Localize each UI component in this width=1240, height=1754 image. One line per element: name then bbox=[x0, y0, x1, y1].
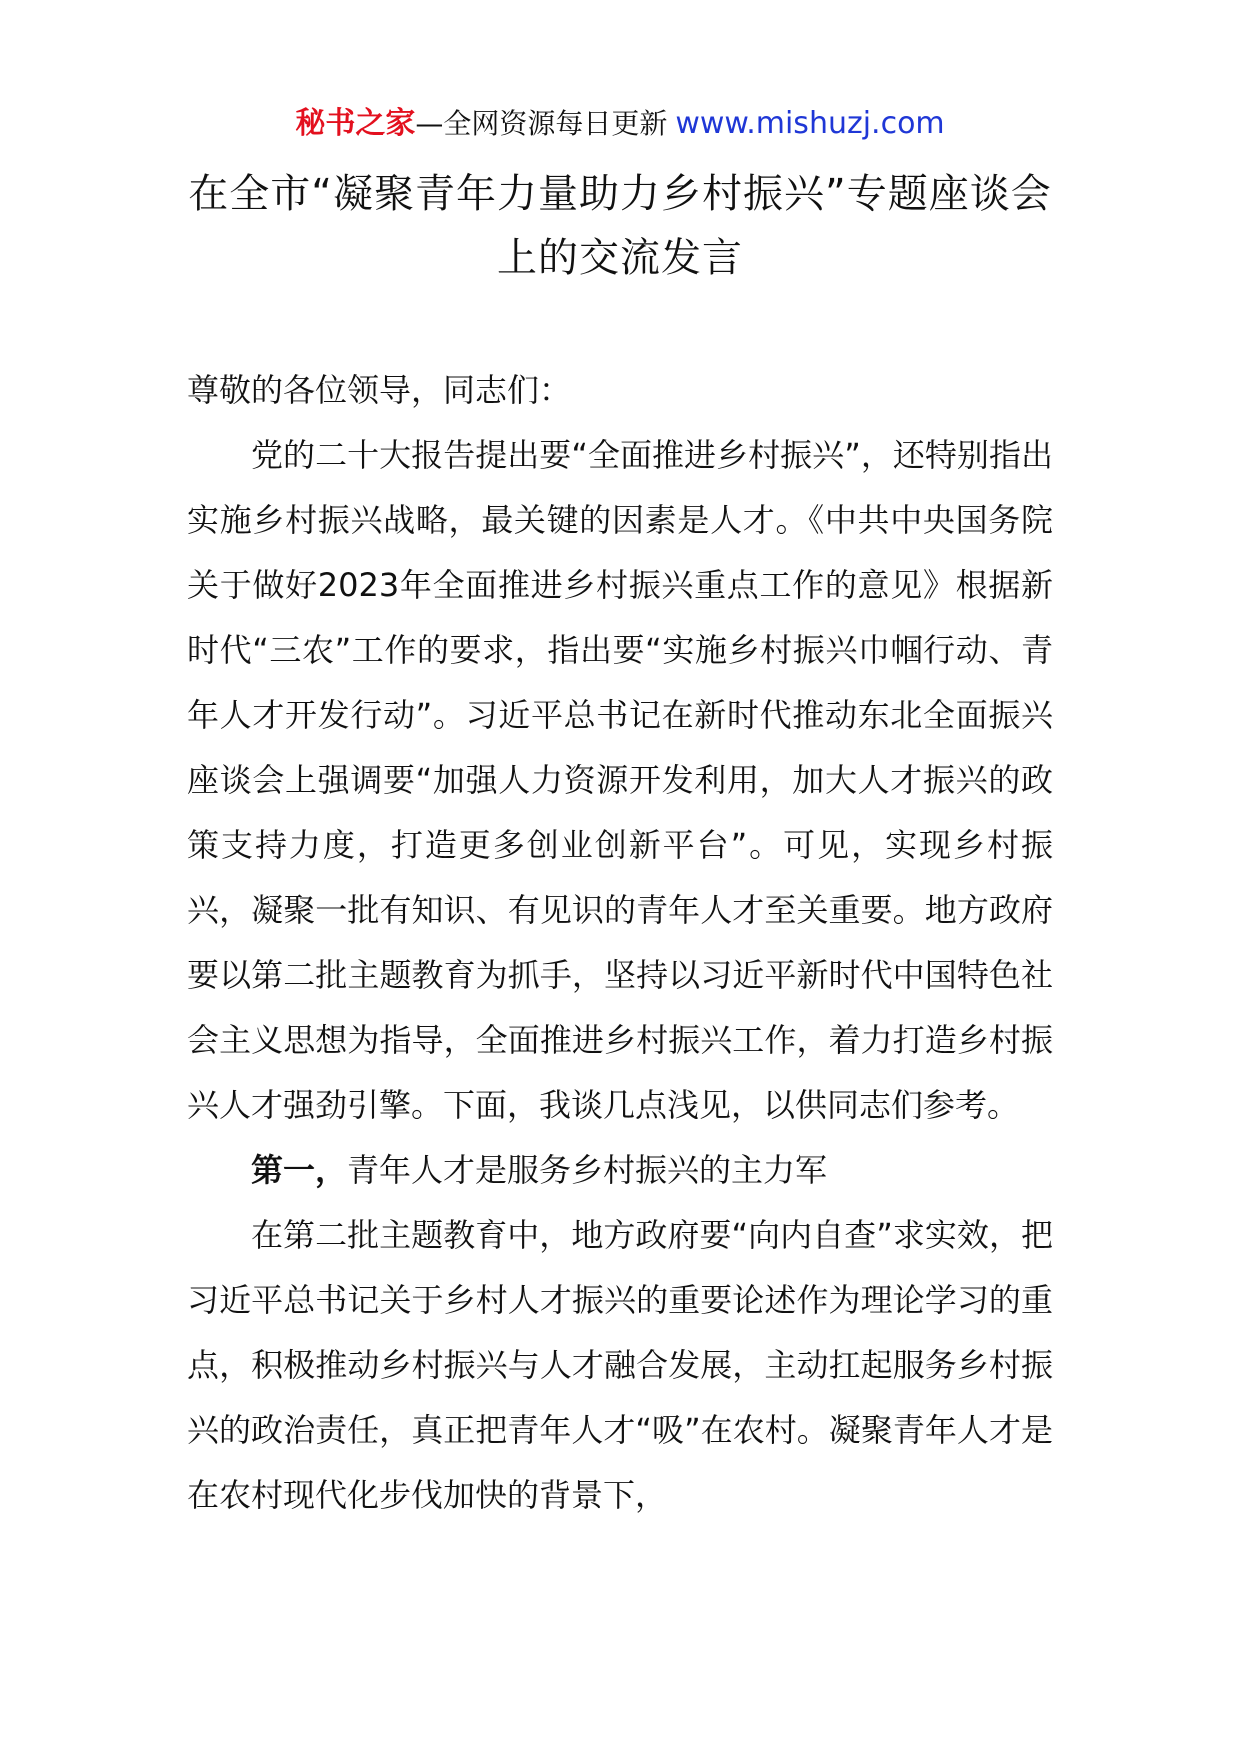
salutation: 尊敬的各位领导，同志们： bbox=[187, 371, 572, 409]
document-body bbox=[187, 358, 1053, 1528]
body-paragraph: 在第二批主题教育中，地方政府要“向内自查”求实效，把习近平总书记关于乡村人才振兴的重要论述作为理论学习的重点，积极推动乡村振兴与人才融合发展，主动扛起服务乡村振兴的政治责任，真正把青年人才“吸”在农村。凝聚青年人才是在农村现代化步伐加快的背景下， bbox=[187, 1216, 1053, 1514]
brand-name: 秘书之家 bbox=[295, 106, 416, 141]
section-heading bbox=[187, 1138, 1053, 1203]
section-number: 第一， bbox=[251, 1151, 348, 1189]
document-title: 在全市“凝聚青年力量助力乡村振兴”专题座谈会上的交流发言 bbox=[188, 171, 1052, 281]
section-title: 青年人才是服务乡村振兴的主力军 bbox=[347, 1151, 828, 1189]
site-url-link[interactable]: www.mishuzj.com bbox=[675, 106, 945, 141]
site-banner bbox=[0, 103, 1240, 145]
banner-tagline: —全网资源每日更新 bbox=[415, 107, 668, 140]
body-paragraph: 党的二十大报告提出要“全面推进乡村振兴”，还特别指出实施乡村振兴战略，最关键的因素是人才。《中共中央国务院关于做好2023年全面推进乡村振兴重点工作的意见》根据新时代“三农”工作的要求，指出要“实施乡村振兴巾帼行动、青年人才开发行动”。习近平总书记在新时代推动东北全面振兴座谈会上强调要“加强人力资源开发利用，加大人才振兴的政策支持力度，打造更多创业创新平台”。可见，实现乡村振兴，凝聚一批有知识、有见识的青年人才至关重要。地方政府要以第二批主题教育为抓手，坚持以习近平新时代中国特色社会主义思想为指导，全面推进乡村振兴工作，着力打造乡村振兴人才强劲引擎。下面，我谈几点浅见，以供同志们参考。 bbox=[187, 436, 1053, 1124]
